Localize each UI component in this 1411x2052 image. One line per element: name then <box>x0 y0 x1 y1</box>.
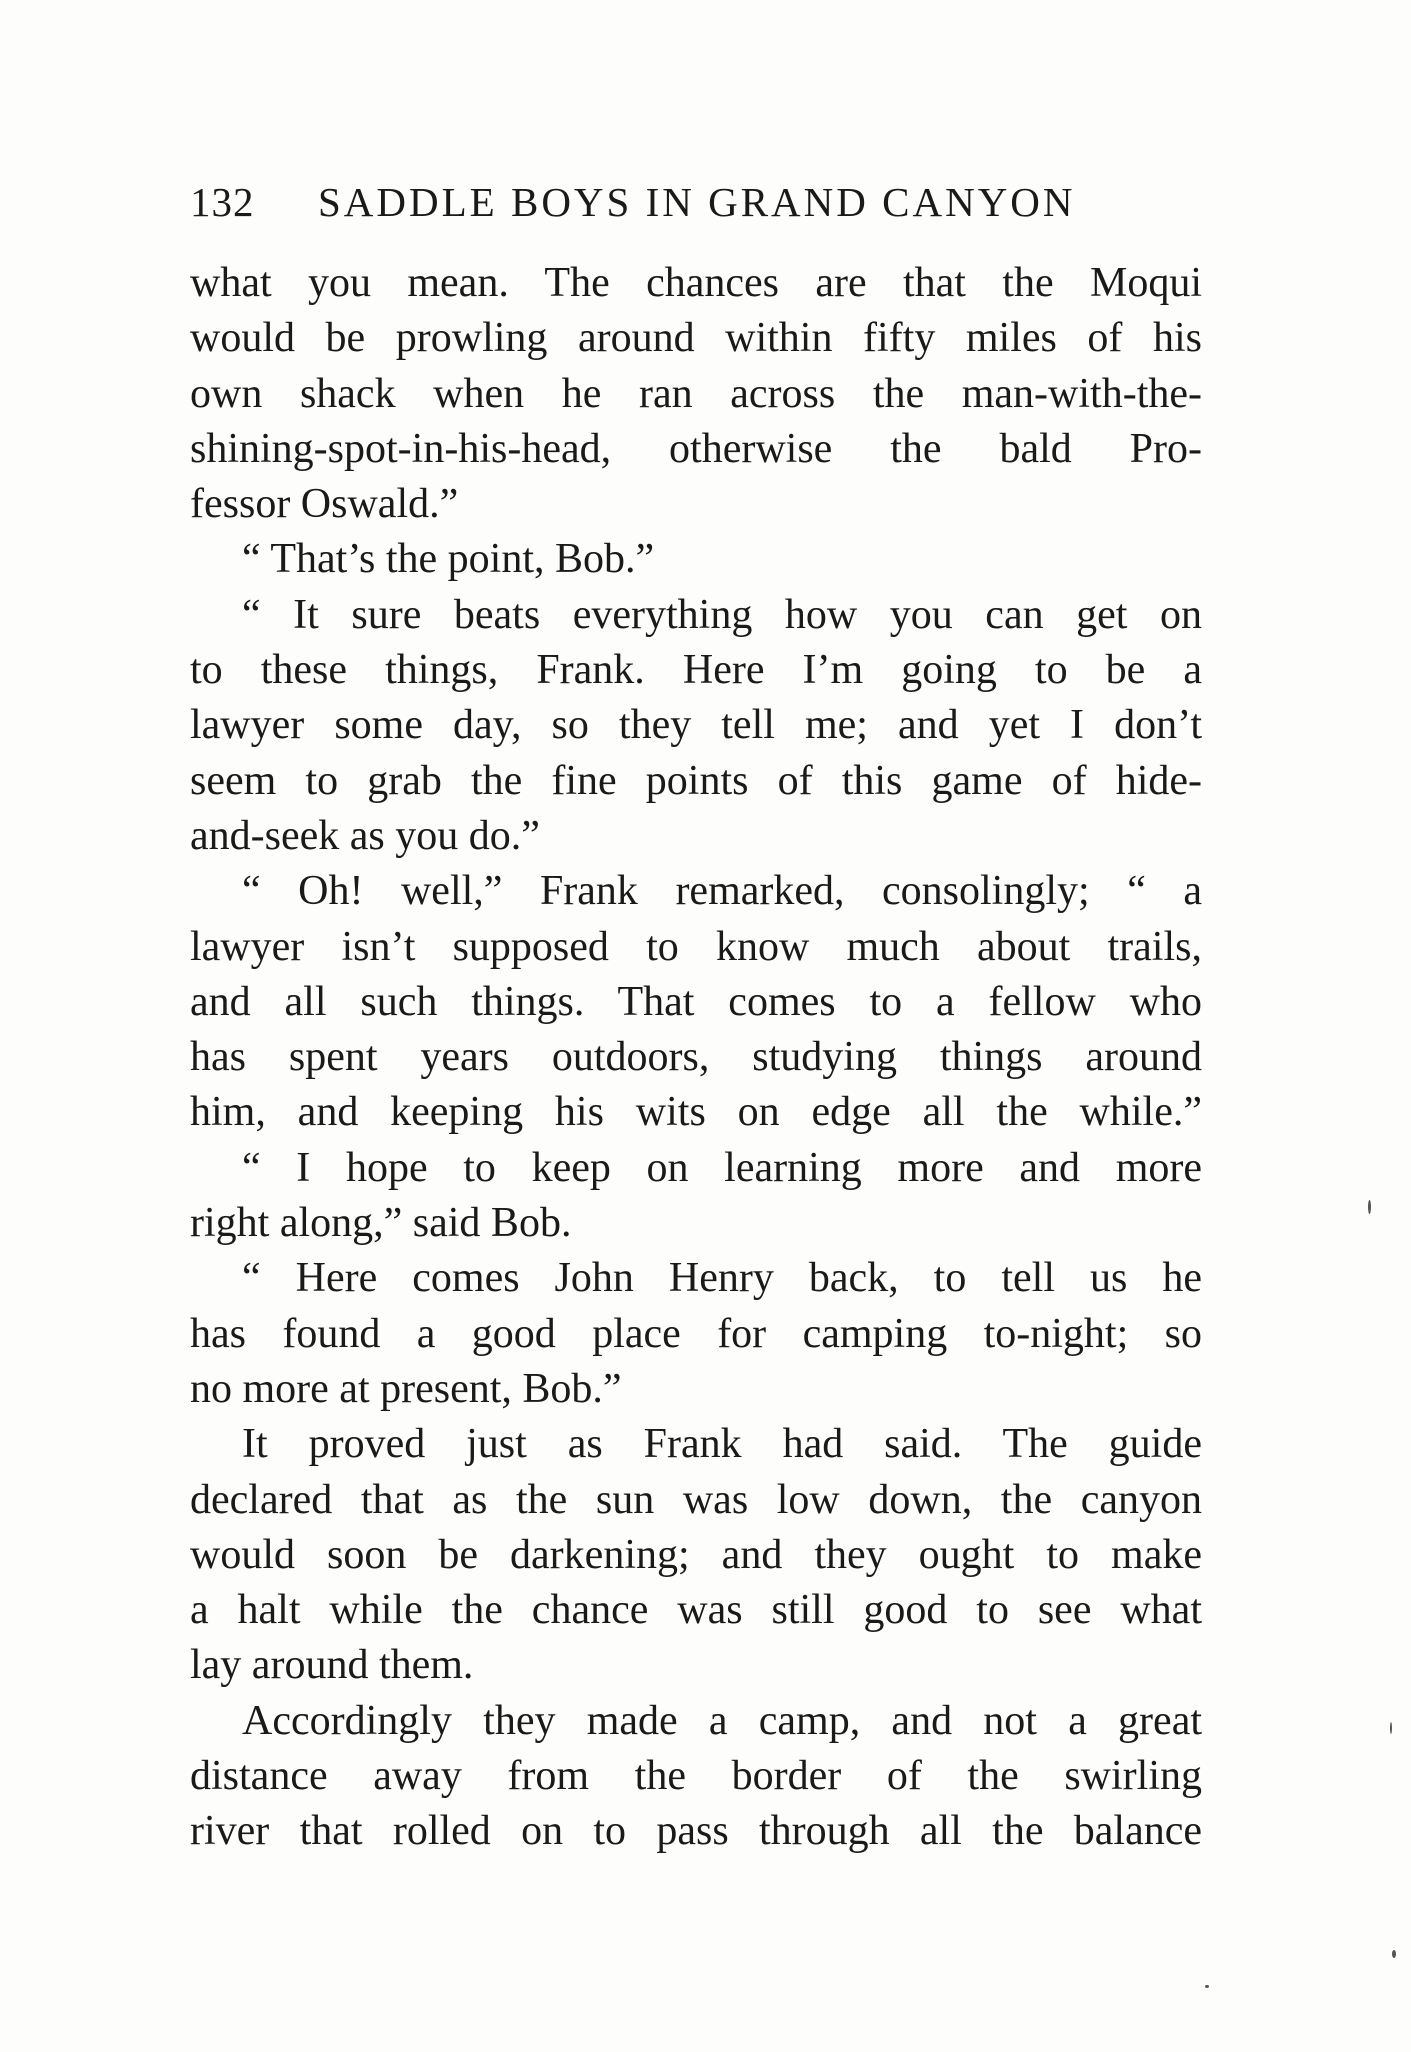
text-line: own shack when he ran across the man-with-the- <box>190 370 1202 417</box>
text-line: “ Oh! well,” Frank remarked, consolingly; “ a <box>242 868 1202 915</box>
text-line: no more at present, Bob.” <box>190 1365 622 1412</box>
text-line: would soon be darkening; and they ought to make <box>190 1531 1202 1578</box>
text-line: “ I hope to keep on learning more and more <box>242 1144 1202 1191</box>
text-line: Accordingly they made a camp, and not a great <box>242 1697 1202 1744</box>
text-line: seem to grab the fine points of this game of hide- <box>190 757 1202 804</box>
text-line: fessor Oswald.” <box>190 481 459 528</box>
scan-speck <box>1390 1722 1392 1734</box>
text-line: It proved just as Frank had said. The guide <box>242 1421 1202 1468</box>
text-line: a halt while the chance was still good to see what <box>190 1587 1202 1634</box>
text-line: right along,” said Bob. <box>190 1200 572 1247</box>
body-text <box>190 256 1202 1860</box>
text-line: lawyer isn’t supposed to know much about trails, <box>190 923 1202 970</box>
text-line: “ It sure beats everything how you can get on <box>242 591 1202 638</box>
text-line: distance away from the border of the swirling <box>190 1753 1202 1800</box>
text-line: what you mean. The chances are that the Moqui <box>190 260 1202 306</box>
text-line: has spent years outdoors, studying things around <box>190 1034 1202 1081</box>
text-line: declared that as the sun was low down, the canyon <box>190 1476 1202 1523</box>
text-line: shining-spot-in-his-head, otherwise the bald Pro- <box>190 425 1202 472</box>
text-line: and all such things. That comes to a fellow who <box>190 978 1202 1025</box>
text-line: to these things, Frank. Here I’m going to be a <box>190 647 1202 694</box>
scan-speck <box>1368 1200 1371 1214</box>
text-line: “ Here comes John Henry back, to tell us he <box>242 1255 1202 1302</box>
text-line: “ That’s the point, Bob.” <box>242 536 655 583</box>
scan-speck <box>1205 1985 1209 1988</box>
text-line: him, and keeping his wits on edge all the while.” <box>190 1089 1202 1136</box>
text-line: lawyer some day, so they tell me; and yet I don’t <box>190 702 1202 749</box>
page-number: 132 <box>190 179 255 225</box>
text-line: and-seek as you do.” <box>190 812 540 859</box>
scan-speck <box>1392 1950 1396 1958</box>
text-line: has found a good place for camping to-night; so <box>190 1310 1202 1357</box>
running-title: SADDLE BOYS IN GRAND CANYON <box>318 179 1076 225</box>
text-line: would be prowling around within fifty miles of his <box>190 315 1202 362</box>
text-line: river that rolled on to pass through all the balance <box>190 1808 1202 1855</box>
text-line: lay around them. <box>190 1642 474 1689</box>
page-header <box>190 178 1200 238</box>
